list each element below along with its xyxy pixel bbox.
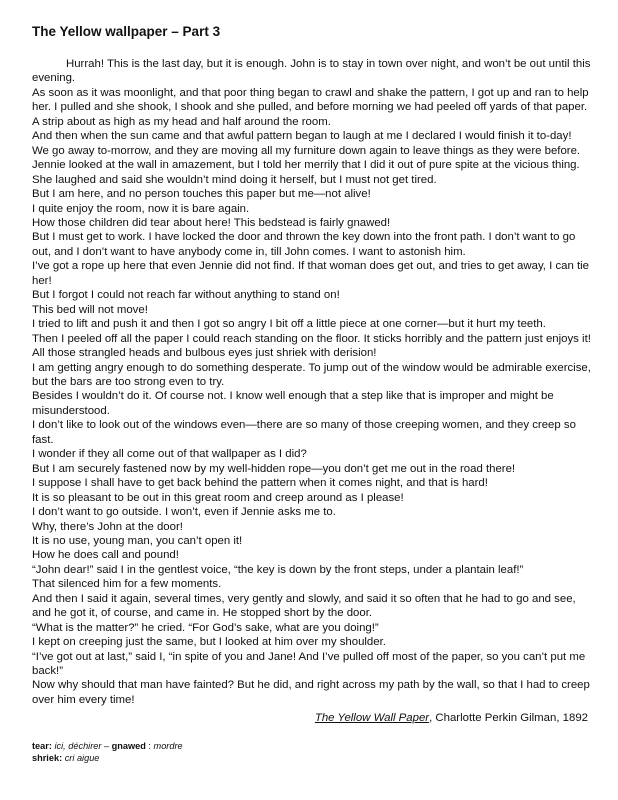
glossary (32, 741, 183, 764)
paragraph: I suppose I shall have to get back behind the pattern when it comes night, and that is hard! (32, 477, 488, 490)
paragraph: I don’t want to go outside. I won’t, even if Jennie asks me to. (32, 506, 336, 519)
paragraph: I wonder if they all come out of that wallpaper as I did? (32, 448, 307, 461)
paragraph: I am getting angry enough to do something desperate. To jump out of the window would be admirable exercise, but the bars are too strong even to try. (32, 361, 591, 388)
glossary-term: gnawed (111, 741, 146, 751)
paragraph: And then I said it again, several times, very gently and slowly, and said it so often that he had to go and see, and he got it, of course, and came in. He stopped short by the door. (32, 592, 576, 620)
source-author-year: , Charlotte Perkin Gilman, 1892 (429, 712, 588, 724)
paragraph: Now why should that man have fainted? But he did, and right across my path by the wall, so that I had to creep over him every time! (32, 679, 590, 706)
paragraph: As soon as it was moonlight, and that poor thing began to crawl and shake the pattern, I got up and ran to help her. I pulled and she shook, I shook and she pulled, and before morning we had peeled off yards of that paper. A strip about as high as my head and half around the room. (32, 86, 589, 128)
paragraph: It is so pleasant to be out in this great room and creep around as I please! (32, 491, 404, 504)
glossary-definition: cri aigue (62, 752, 100, 763)
paragraph: “What is the matter?” he cried. “For God’s sake, what are you doing!” (32, 621, 379, 634)
paragraph: We go away to-morrow, and they are moving all my furniture down again to leave things as they were before. Jennie looked at the wall in amazement, but I told her merrily that I did it out of pure spite at the vicious thing. She laughed and said she wouldn’t mind doing it herself, but I must not get tired. (32, 144, 581, 186)
paragraph: I don’t like to look out of the windows even—there are so many of those creeping women, and they creep so fast. (32, 419, 576, 446)
source-book-title: The Yellow Wall Paper (314, 712, 430, 724)
glossary-line (32, 753, 183, 765)
paragraph: It is no use, young man, you can’t open it! (32, 534, 243, 547)
glossary-separator: – (101, 741, 112, 751)
paragraph: I tried to lift and push it and then I got so angry I bit off a little piece at one corner—but it hurt my teeth. (32, 318, 546, 331)
paragraph: And then when the sun came and that awful pattern began to laugh at me I declared I would finish it to-day! (32, 130, 572, 143)
paragraph: Then I peeled off all the paper I could reach standing on the floor. It sticks horribly and the pattern just enjoys it! All those strangled heads and bulbous eyes just shriek with derision! (32, 332, 591, 360)
glossary-line (32, 741, 183, 753)
paragraph: Why, there’s John at the door! (32, 520, 183, 533)
glossary-definition: ici, déchirer (51, 741, 102, 751)
page-title: The Yellow wallpaper – Part 3 (32, 24, 221, 39)
paragraph: But I forgot I could not reach far without anything to stand on! (32, 289, 340, 302)
paragraph: I kept on creeping just the same, but I looked at him over my shoulder. (32, 636, 386, 649)
paragraph: I’ve got a rope up here that even Jennie did not find. If that woman does get out, and tries to get away, I can tie her! (32, 260, 590, 287)
glossary-definition: mordre (153, 741, 183, 751)
paragraph: I quite enjoy the room, now it is bare again. (32, 202, 250, 215)
paragraph: “I’ve got out at last,” said I, “in spite of you and Jane! And I’ve pulled off most of the paper, so you can’t put me back!” (32, 650, 586, 678)
glossary-colon: : (145, 741, 154, 751)
paragraph: But I am securely fastened now by my well-hidden rope—you don’t get me out in the road there! (32, 462, 516, 475)
paragraph: Hurrah! This is the last day, but it is enough. John is to stay in town over night, and won’t be out until this evening. (32, 58, 591, 85)
paragraph: How he does call and pound! (32, 549, 179, 562)
paragraph: But I must get to work. I have locked the door and thrown the key down into the front path. I don’t want to go out, and I don’t want to have anybody come in, till John comes. I want to astonish him. (32, 231, 576, 258)
paragraph: “John dear!” said I in the gentlest voice, “the key is down by the front steps, under a plantain leaf!” (32, 563, 524, 576)
paragraph: That silenced him for a few moments. (32, 578, 222, 591)
paragraph: Besides I wouldn’t do it. Of course not. I know well enough that a step like that is improper and might be misunderstood. (32, 390, 554, 417)
source-citation (315, 712, 588, 724)
paragraph: How those children did tear about here! This bedstead is fairly gnawed! (32, 216, 391, 229)
paragraph: But I am here, and no person touches this paper but me—not alive! (32, 188, 371, 201)
paragraph: This bed will not move! (32, 303, 148, 316)
glossary-term: shriek: (32, 752, 63, 763)
story-text (32, 57, 592, 707)
glossary-term: tear: (32, 741, 52, 751)
